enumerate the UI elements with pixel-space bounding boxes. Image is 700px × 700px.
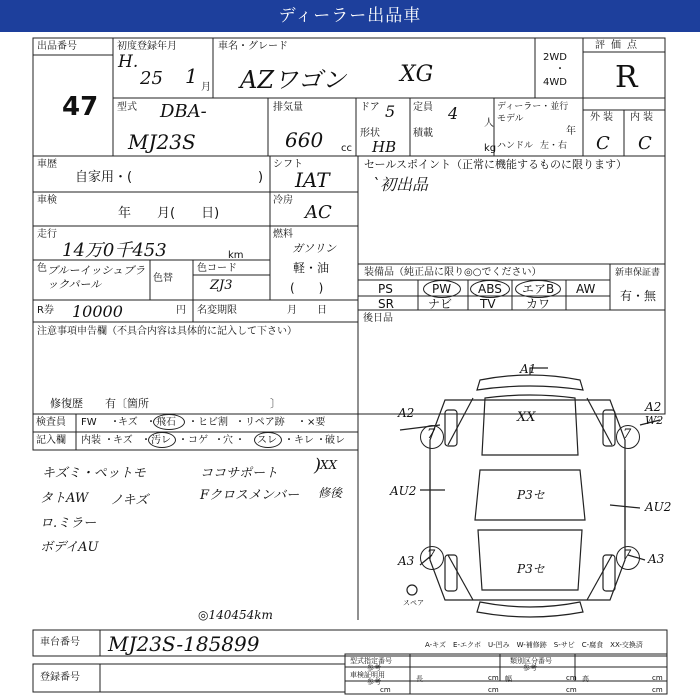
tyre-rl: 7: [427, 548, 436, 563]
load-label: 積載: [413, 128, 433, 139]
year-unit: 年: [566, 126, 576, 137]
lot-number: 47: [62, 92, 99, 122]
handle-label: ハンドル: [497, 141, 534, 151]
model-label: 車名・グレード: [218, 41, 288, 52]
disp-label: 排気量: [273, 102, 303, 113]
insp-tear: 破レ: [325, 435, 345, 446]
equip-airbag: エアB: [522, 282, 555, 296]
spare-label: スペア: [403, 599, 424, 607]
yen-unit: 円: [176, 305, 186, 316]
mileage-value: 14万0千453: [62, 240, 167, 261]
damage-a3-right: A3: [648, 552, 665, 566]
unit-cm-4: cm: [652, 686, 663, 694]
equip-airbag-circle: [515, 280, 561, 298]
cap-unit: 人: [484, 118, 494, 129]
cap-label: 定員: [413, 102, 433, 113]
insp-repair: リペア跡: [245, 417, 285, 428]
ext-label: 外装: [590, 112, 616, 123]
damage-p3c-1: P3セ: [517, 488, 545, 502]
note-line-3: ロ.ミラー: [40, 516, 97, 531]
equip-pw: PW: [432, 282, 452, 296]
chassis-model: MJ23S: [128, 130, 196, 154]
insp-dirt-circle: [148, 432, 176, 448]
note-line-4: ボデイAU: [40, 540, 99, 555]
eval-label: 評価点: [595, 40, 643, 51]
damage-w2: W2: [645, 414, 664, 427]
ac-label: 冷房: [273, 195, 293, 206]
note-line-1: キズミ・ペットモ: [42, 466, 146, 481]
4wd-label: 4WD: [543, 77, 567, 88]
sales-label: セールスポイント（正常に機能するものに限ります）: [364, 158, 628, 171]
unit-cm-3: cm: [566, 686, 577, 694]
equip-aw: AW: [576, 282, 596, 296]
warranty-label: 新車保証書: [615, 268, 661, 278]
damage-p3c-2: P3セ: [517, 562, 545, 576]
color-swap-label: 色替: [153, 273, 173, 284]
shift-value: IAT: [295, 168, 330, 192]
disp-value: 660: [285, 128, 324, 152]
equip-label: 装備品（純正品に限り◎○でください）: [364, 267, 542, 278]
insp-chip: 飛石: [156, 417, 176, 428]
shape-value: HB: [372, 138, 397, 156]
inspect-value: 年 月( 日): [118, 206, 220, 221]
equip-navi: ナビ: [428, 297, 453, 311]
damage-a2-right: A2: [645, 400, 662, 414]
damage-a2-left: A2: [398, 406, 415, 420]
repair-label: 修復歴 有〔箇所 〕: [50, 397, 281, 410]
grade: XG: [400, 62, 434, 87]
tyre-fr: 7: [623, 427, 632, 442]
fuel-label: 燃料: [273, 229, 293, 240]
int-value: C: [638, 133, 652, 154]
reg-era: H.: [118, 52, 139, 72]
equip-abs: ABS: [478, 282, 502, 296]
eval-value: R: [615, 60, 638, 95]
insp-dirt: 汚レ: [151, 435, 171, 446]
inspector-label-1: 検査員: [36, 417, 66, 428]
insp-wear: スレ: [257, 435, 277, 446]
type-value: DBA-: [160, 101, 207, 122]
equip-leather: カワ: [526, 297, 551, 311]
name-exp-label: 名変期限: [197, 305, 237, 316]
equip-pw-circle: [423, 280, 461, 298]
note-right-2b: 修後: [318, 486, 343, 500]
shape-label: 形状: [360, 128, 380, 139]
damage-a3-left: A3: [398, 554, 415, 568]
damage-a1: A1: [520, 362, 537, 376]
equip-tv: TV: [480, 297, 496, 311]
first-reg-label: 初度登録年月: [117, 41, 177, 52]
width-label: 幅: [505, 675, 512, 683]
height-label: 高: [582, 675, 589, 683]
model-year-label: モデル: [497, 114, 524, 124]
month-unit: 月: [201, 82, 211, 93]
kg-unit: kg: [484, 143, 497, 154]
insp-wear-circle: [254, 432, 282, 448]
recycle-value: 10000: [72, 302, 123, 321]
damage-au2-right: AU2: [645, 500, 672, 514]
km-unit: km: [228, 250, 244, 261]
insp-scratch: キズ: [118, 417, 138, 428]
insp-needed: ×要: [307, 417, 326, 428]
model-name: AZワゴン: [240, 66, 347, 94]
doors-value: 5: [385, 102, 396, 121]
color-code-value: ZJ3: [210, 278, 233, 293]
note-line-2: タトAW: [40, 491, 89, 506]
note-right-1: ココサポート: [200, 466, 279, 481]
doors-label: ドア: [360, 102, 380, 113]
banner-title: ディーラー出品車: [0, 0, 700, 32]
km-note: ◎140454km: [198, 608, 273, 622]
chassis-label: 車台番号: [40, 637, 80, 648]
color-label: 色: [37, 263, 47, 274]
color-value: ブルーイッシュブラックパール: [47, 264, 146, 291]
insp-cut: キレ: [294, 435, 314, 446]
int-label: 内装: [630, 112, 656, 123]
2wd-label: 2WD: [543, 52, 567, 63]
damage-au2-left: AU2: [390, 484, 417, 498]
insp-interior: 内装: [81, 435, 101, 446]
reg-month: 1: [185, 64, 198, 88]
reg-label: 登録番号: [40, 672, 80, 683]
dealer-label: ディーラー・並行: [497, 102, 569, 112]
notes-label: 注意事項申告欄（不具合内容は具体的に記入して下さい）: [37, 326, 297, 337]
insp-burn: コゲ: [188, 435, 208, 446]
tyre-rr: 7: [623, 548, 632, 563]
note-right-2: Fクロスメンバー: [200, 488, 300, 503]
unit-cm-2: cm: [488, 686, 499, 694]
note-right-1b: XX: [320, 458, 338, 472]
inspect-label: 車検: [37, 195, 57, 206]
length-label: 長: [416, 675, 423, 683]
type-label: 型式: [117, 102, 137, 113]
fuel-other: 軽・油: [293, 261, 330, 275]
insp-fw: FW: [81, 417, 97, 428]
lot-label: 出品番号: [37, 41, 77, 52]
fuel-value: ガソリン: [292, 242, 336, 255]
ext-value: C: [596, 133, 610, 154]
ac-value: AC: [305, 202, 332, 223]
insp-chip-circle: [153, 414, 185, 430]
equip-ps: PS: [378, 282, 393, 296]
unit-cm-1: cm: [380, 686, 391, 694]
vehicle-cert-label: 車検証明用: [350, 671, 385, 679]
inspector-label-2: 記入欄: [36, 435, 66, 446]
reg-year: 25: [140, 68, 163, 89]
note-line-2b: ノキズ: [110, 493, 149, 508]
recycle-label: R券: [37, 305, 54, 316]
sales-value: `初出品: [372, 175, 429, 194]
shift-label: シフト: [273, 159, 303, 170]
cc-unit: cc: [341, 143, 352, 154]
cap-value: 4: [448, 104, 459, 123]
equip-abs-circle: [470, 280, 510, 298]
handle-value: 左・右: [540, 141, 568, 151]
insp-int-scratch: キズ: [113, 435, 133, 446]
color-code-label: 色コード: [197, 263, 237, 274]
damage-legend: A-キズ E-エクボ U-凹み W-補修跡 S-サビ C-腐食 XX-交換済: [425, 641, 643, 649]
insp-crack: ヒビ割: [198, 417, 228, 428]
name-exp-value: 月 日: [287, 305, 327, 316]
insp-hole: 穴: [223, 435, 233, 446]
type-cert-label: 型式指定番号: [350, 657, 392, 665]
class-no-label: 類別区分番号: [510, 657, 552, 665]
history-label: 車歴: [37, 159, 57, 170]
history-value: 自家用・(: [75, 170, 133, 185]
equip-sr: SR: [378, 297, 394, 311]
damage-xx: XX: [517, 410, 536, 425]
seat-label: 後日品: [363, 313, 393, 324]
chassis-number: MJ23S-185899: [108, 632, 260, 656]
warranty-value: 有・無: [620, 289, 657, 303]
tyre-fl: 7: [427, 427, 436, 442]
mileage-label: 走行: [37, 229, 57, 240]
